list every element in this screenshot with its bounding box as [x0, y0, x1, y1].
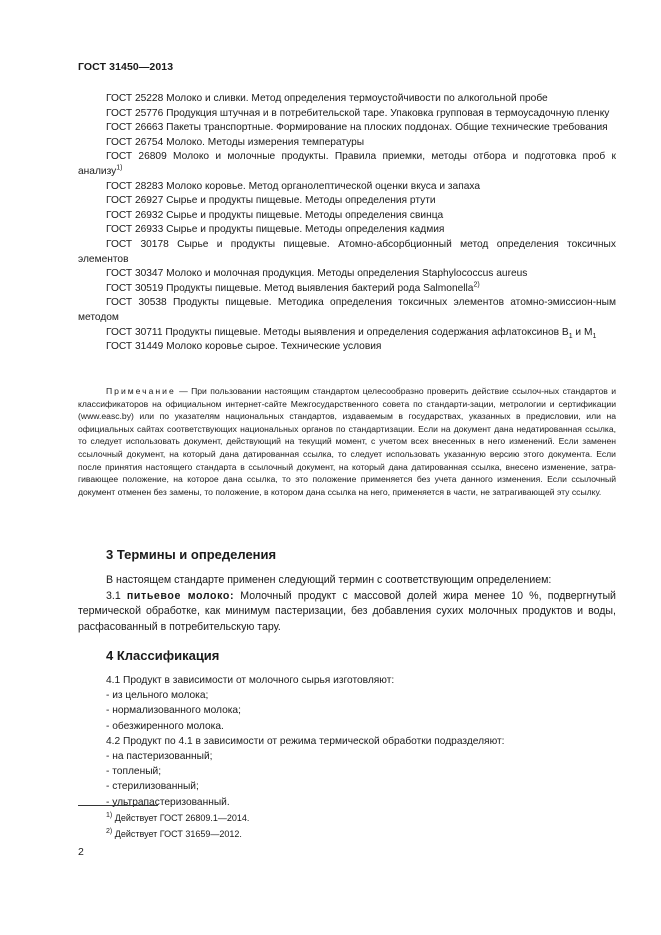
document-header: ГОСТ 31450—2013 — [78, 61, 174, 73]
list-item: - стерилизованный; — [106, 781, 199, 793]
reference-item: ГОСТ 25776 Продукция штучная и в потребительской таре. Упаковка групповая в термоусадочную пленку — [106, 107, 610, 119]
list-item: - на пастеризованный; — [106, 751, 213, 763]
reference-item: ГОСТ 30347 Молоко и молочная продукция. Методы определения Staphylococcus aureus — [106, 268, 528, 280]
reference-item: ГОСТ 26663 Пакеты транспортные. Формирование на плоских поддонах. Общие технические требования — [106, 122, 608, 134]
reference-item: ГОСТ 26932 Сырье и продукты пищевые. Методы определения свинца — [106, 209, 444, 221]
reference-item: ГОСТ 30538 Продукты пищевые. Методика определения токсичных элементов атомно-эмиссион-ным методом — [78, 297, 616, 323]
section-3-body — [78, 573, 616, 635]
term-definition: 3.1 питьевое молоко: Молочный продукт с массовой долей жира менее 10 %, подвергнутый термической обработке, как минимум пастеризации, без добавления сухих молочных продуктов и воды, расфасованный в потребительскую тару. — [78, 589, 616, 633]
page-number: 2 — [78, 846, 84, 858]
reference-item: ГОСТ 30178 Сырье и продукты пищевые. Атомно-абсорбционный метод определения токсичных элементов — [78, 238, 616, 265]
normative-references-list — [78, 92, 616, 355]
footnote: $^{2)}$ Действует ГОСТ 31659—2012. — [106, 828, 242, 839]
list-item: - нормализованного молока; — [106, 705, 241, 717]
reference-item: ГОСТ 26754 Молоко. Методы измерения температуры — [106, 136, 365, 148]
reference-item: ГОСТ 28283 Молоко коровье. Метод органолептической оценки вкуса и запаха — [106, 180, 481, 192]
section-3-title: 3 Термины и определения — [106, 547, 277, 562]
footnotes — [106, 810, 606, 842]
list-item: - обезжиренного молока. — [106, 720, 224, 732]
reference-item: ГОСТ 30711 Продукты пищевые. Методы выявления и определения содержания афлатоксинов $В_1$ и $М_1$ — [106, 326, 597, 340]
clause-4-2: 4.2 Продукт по 4.1 в зависимости от режима термической обработки подразделяют: — [106, 735, 505, 747]
footnote-ref: 1) — [116, 164, 123, 172]
list-item: - топленый; — [106, 766, 162, 778]
footnote-ref: 2) — [473, 281, 480, 289]
section-3-intro: В настоящем стандарте применен следующий термин с соответствующим определением: — [106, 574, 552, 586]
clause-4-1: 4.1 Продукт в зависимости от молочного сырья изготовляют: — [106, 675, 395, 686]
reference-item: ГОСТ 26809 Молоко и молочные продукты. Правила приемки, методы отбора и подготовка проб к анализу$^{1)}$ — [78, 151, 616, 177]
note-label: Примечание — [106, 386, 176, 396]
list-item: - ультрапастеризованный. — [106, 796, 230, 808]
reference-item: ГОСТ 26933 Сырье и продукты пищевые. Методы определения кадмия — [106, 224, 445, 236]
reference-item: ГОСТ 30519 Продукты пищевые. Метод выявления бактерий рода Salmonella$^{2)}$ — [106, 281, 480, 294]
defined-term: питьевое молоко: — [126, 589, 235, 602]
footnote: $^{1)}$ Действует ГОСТ 26809.1—2014. — [106, 812, 250, 823]
list-item: - из цельного молока; — [106, 690, 209, 702]
note-text: — При пользовании настоящим стандартом целесообразно проверить действие ссылоч-ных стандартов и классификаторов на официальном интернет-сайте Межгосударственного совета по стандарти-зации, метрологии и сертификации (www.easc.by) или по указателям национальных стандартов, издаваемым в государствах, указанных в предисловии, или на официальных сайтах соответствующих национальных органов по стандартизации. Если на документ дана недатированная ссылка, то следует использовать документ, действующий на текущий момент, с учетом всех внесенных в него изменений. Если заменен ссылочный документ, на который дана датированная ссылка, то следует использовать указанную версию этого документа. Если после принятия настоящего стандарта в ссылочный документ, на который дана датированная ссылка, внесено изменение, затра-гивающее положение, на которое дана ссылка, то это положение применяется без учета данного изменения. Если ссылочный документ отменен без замены, то положение, в котором дана ссылка на него, применяется в части, не затрагивающей эту ссылку. — [78, 386, 616, 497]
references-note — [78, 385, 616, 498]
section-4-title: 4 Классификация — [106, 648, 220, 663]
footnote-divider — [78, 805, 158, 806]
section-4-body — [78, 673, 616, 810]
reference-item: ГОСТ 31449 Молоко коровье сырое. Технические условия — [106, 341, 382, 353]
reference-item: ГОСТ 26927 Сырье и продукты пищевые. Методы определения ртути — [106, 195, 436, 207]
reference-item: ГОСТ 25228 Молоко и сливки. Метод определения термоустойчивости по алкогольной пробе — [106, 93, 548, 104]
